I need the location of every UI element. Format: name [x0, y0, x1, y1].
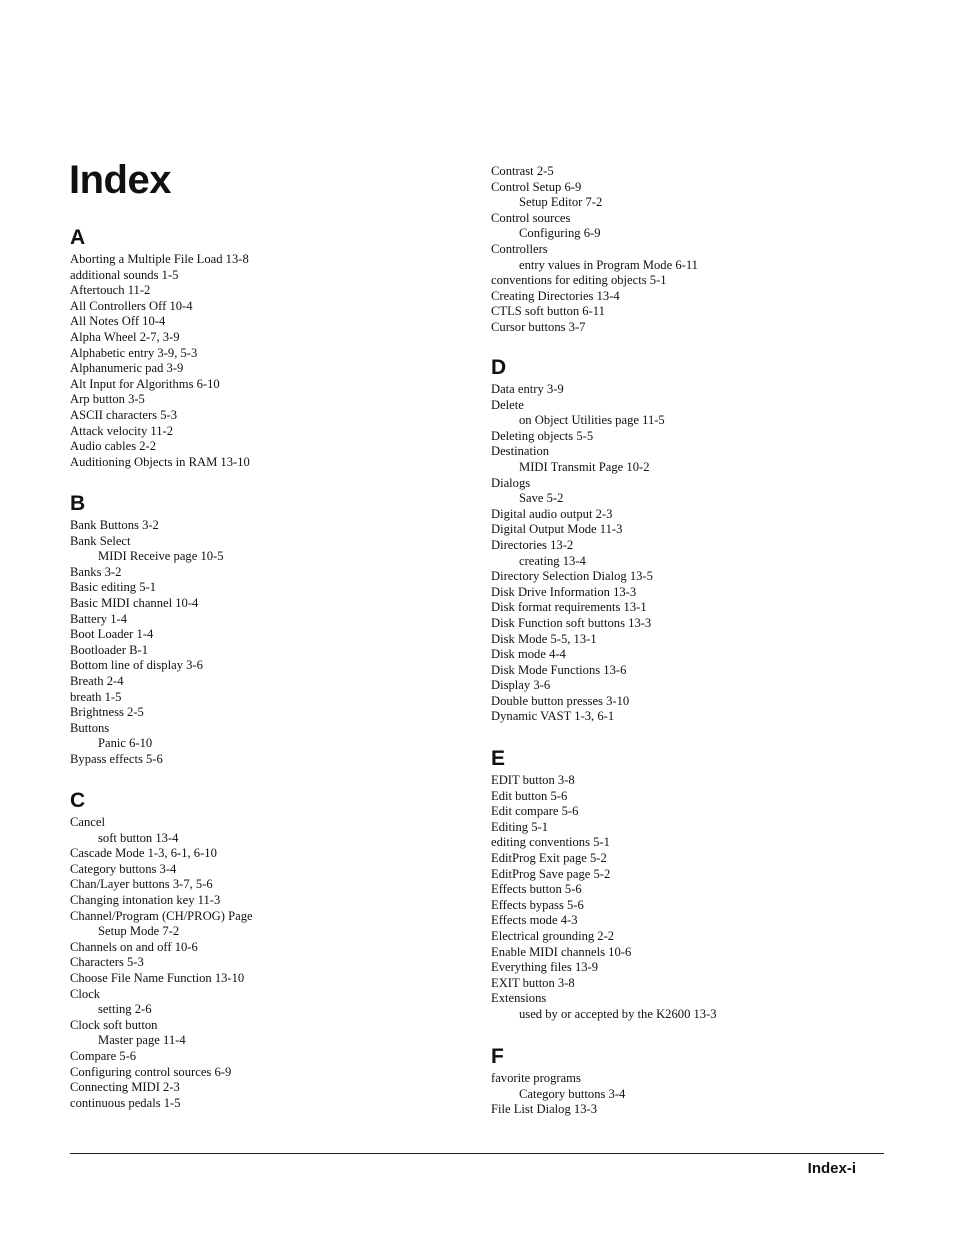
index-subentry: soft button 13-4	[98, 830, 179, 845]
footer-rule	[70, 1153, 884, 1154]
index-entry: favorite programs	[491, 1071, 581, 1085]
index-subentry: creating 13-4	[519, 553, 586, 568]
index-subentry: Save 5-2	[519, 491, 564, 506]
index-entry: additional sounds 1-5	[70, 267, 179, 282]
index-section-continued	[491, 164, 911, 336]
index-entry: EXIT button 3-8	[491, 975, 575, 990]
page-title: Index	[69, 158, 171, 202]
index-entry: Extensions	[491, 991, 547, 1006]
section-letter: C	[70, 789, 86, 812]
index-entry: Alpha Wheel 2-7, 3-9	[70, 329, 180, 344]
index-section-f	[491, 1045, 911, 1118]
index-entry: Choose File Name Function 13-10	[70, 970, 245, 985]
index-entry: Banks 3-2	[70, 564, 122, 579]
index-entry: Directory Selection Dialog 13-5	[491, 569, 653, 584]
index-entry: Category buttons 3-4	[70, 861, 177, 876]
index-entry: Changing intonation key 11-3	[70, 892, 221, 907]
index-entry: Channel/Program (CH/PROG) Page	[70, 908, 253, 923]
index-subentry: Category buttons 3-4	[519, 1086, 626, 1101]
index-entry: Configuring control sources 6-9	[70, 1064, 232, 1079]
index-entry: Aborting a Multiple File Load 13-8	[70, 252, 249, 266]
index-subentry: Master page 11-4	[98, 1033, 186, 1048]
index-entry: Directories 13-2	[491, 537, 574, 552]
index-section-a	[70, 226, 470, 470]
index-entry: Chan/Layer buttons 3-7, 5-6	[70, 877, 213, 892]
index-entry: Dialogs	[491, 475, 531, 490]
index-section-e	[491, 747, 911, 1023]
index-entry: Display 3-6	[491, 678, 551, 693]
index-entry: Double button presses 3-10	[491, 693, 630, 708]
index-entry: Digital Output Mode 11-3	[491, 522, 623, 537]
index-entry: Alphabetic entry 3-9, 5-3	[70, 345, 198, 360]
index-subentry: Configuring 6-9	[519, 226, 601, 241]
index-entry: Deleting objects 5-5	[491, 428, 594, 443]
index-entry: Cancel	[70, 815, 105, 829]
index-entry: conventions for editing objects 5-1	[491, 273, 667, 288]
index-entry: Bottom line of display 3-6	[70, 658, 203, 673]
index-entry: Cascade Mode 1-3, 6-1, 6-10	[70, 846, 217, 861]
index-entry: Bank Select	[70, 533, 131, 548]
index-entry: Dynamic VAST 1-3, 6-1	[491, 709, 615, 724]
index-entry: Channels on and off 10-6	[70, 939, 198, 954]
index-entry: EditProg Exit page 5-2	[491, 850, 607, 865]
index-entry: Delete	[491, 397, 524, 412]
index-entry: Effects mode 4-3	[491, 913, 578, 928]
index-entry: breath 1-5	[70, 689, 122, 704]
index-entry: Enable MIDI channels 10-6	[491, 944, 632, 959]
index-entry: Effects bypass 5-6	[491, 897, 584, 912]
section-letter: F	[491, 1045, 504, 1068]
section-letter: A	[70, 226, 86, 249]
index-entry: Aftertouch 11-2	[70, 283, 151, 298]
index-section-d	[491, 356, 911, 725]
index-entry: Control Setup 6-9	[491, 179, 582, 194]
index-entry: Disk mode 4-4	[491, 647, 566, 662]
index-entry: Basic editing 5-1	[70, 580, 157, 595]
index-entry: Electrical grounding 2-2	[491, 928, 615, 943]
index-entry: Auditioning Objects in RAM 13-10	[70, 454, 250, 469]
index-subentry: on Object Utilities page 11-5	[519, 413, 665, 428]
section-letter: D	[491, 356, 507, 379]
index-entry: Audio cables 2-2	[70, 439, 157, 454]
index-section-c	[70, 789, 470, 1111]
index-entry: Cursor buttons 3-7	[491, 319, 586, 334]
index-entry: Boot Loader 1-4	[70, 627, 154, 642]
index-subentry: MIDI Transmit Page 10-2	[519, 459, 650, 474]
index-subentry: Setup Mode 7-2	[98, 924, 180, 939]
index-entry: Disk format requirements 13-1	[491, 600, 647, 615]
index-entry: Edit button 5-6	[491, 788, 568, 803]
section-letter: E	[491, 747, 506, 770]
index-entry: Data entry 3-9	[491, 382, 564, 396]
index-entry: editing conventions 5-1	[491, 835, 610, 850]
index-entry: Creating Directories 13-4	[491, 288, 620, 303]
index-entry: Alt Input for Algorithms 6-10	[70, 376, 220, 391]
index-entry: File List Dialog 13-3	[491, 1102, 597, 1117]
index-entry: Controllers	[491, 241, 548, 256]
index-subentry: setting 2-6	[98, 1002, 152, 1017]
index-entry: Disk Mode 5-5, 13-1	[491, 631, 597, 646]
index-entry: Control sources	[491, 210, 571, 225]
index-entry: continuous pedals 1-5	[70, 1095, 181, 1110]
page-folio: Index-i	[807, 1160, 856, 1177]
index-entry: ASCII characters 5-3	[70, 407, 178, 422]
index-entry: Battery 1-4	[70, 611, 128, 626]
index-entry: EDIT button 3-8	[491, 773, 575, 787]
index-entry: Editing 5-1	[491, 819, 549, 834]
index-entry: Disk Function soft buttons 13-3	[491, 615, 652, 630]
index-entry: Basic MIDI channel 10-4	[70, 595, 199, 610]
index-entry: Disk Drive Information 13-3	[491, 584, 637, 599]
index-entry: Bypass effects 5-6	[70, 751, 163, 766]
index-subentry: used by or accepted by the K2600 13-3	[519, 1006, 717, 1021]
index-entry: Clock	[70, 986, 101, 1001]
index-entry: Contrast 2-5	[491, 164, 554, 178]
index-entry: Brightness 2-5	[70, 705, 144, 720]
index-entry: All Controllers Off 10-4	[70, 298, 193, 313]
index-entry: Clock soft button	[70, 1017, 158, 1032]
index-entry: EditProg Save page 5-2	[491, 866, 611, 881]
index-entry: Buttons	[70, 720, 110, 735]
index-entry: Everything files 13-9	[491, 960, 599, 975]
index-entry: Breath 2-4	[70, 673, 124, 688]
index-subentry: Setup Editor 7-2	[519, 195, 603, 210]
index-entry: Effects button 5-6	[491, 882, 582, 897]
index-entry: Disk Mode Functions 13-6	[491, 662, 627, 677]
index-entry: All Notes Off 10-4	[70, 314, 166, 329]
index-entry: Digital audio output 2-3	[491, 506, 613, 521]
index-entry: Edit compare 5-6	[491, 804, 579, 819]
index-entry: Arp button 3-5	[70, 392, 145, 407]
index-section-b	[70, 492, 470, 768]
index-entry: Bank Buttons 3-2	[70, 518, 159, 532]
index-entry: Compare 5-6	[70, 1048, 137, 1063]
section-letter: B	[70, 492, 86, 515]
index-subentry: Panic 6-10	[98, 736, 153, 751]
index-entry: Characters 5-3	[70, 955, 144, 970]
index-entry: Bootloader B-1	[70, 642, 148, 657]
index-entry: Destination	[491, 444, 550, 459]
index-subentry: MIDI Receive page 10-5	[98, 549, 224, 564]
index-entry: Attack velocity 11-2	[70, 423, 174, 438]
index-entry: Alphanumeric pad 3-9	[70, 361, 184, 376]
index-entry: CTLS soft button 6-11	[491, 304, 605, 319]
index-entry: Connecting MIDI 2-3	[70, 1080, 180, 1095]
index-subentry: entry values in Program Mode 6-11	[519, 257, 698, 272]
